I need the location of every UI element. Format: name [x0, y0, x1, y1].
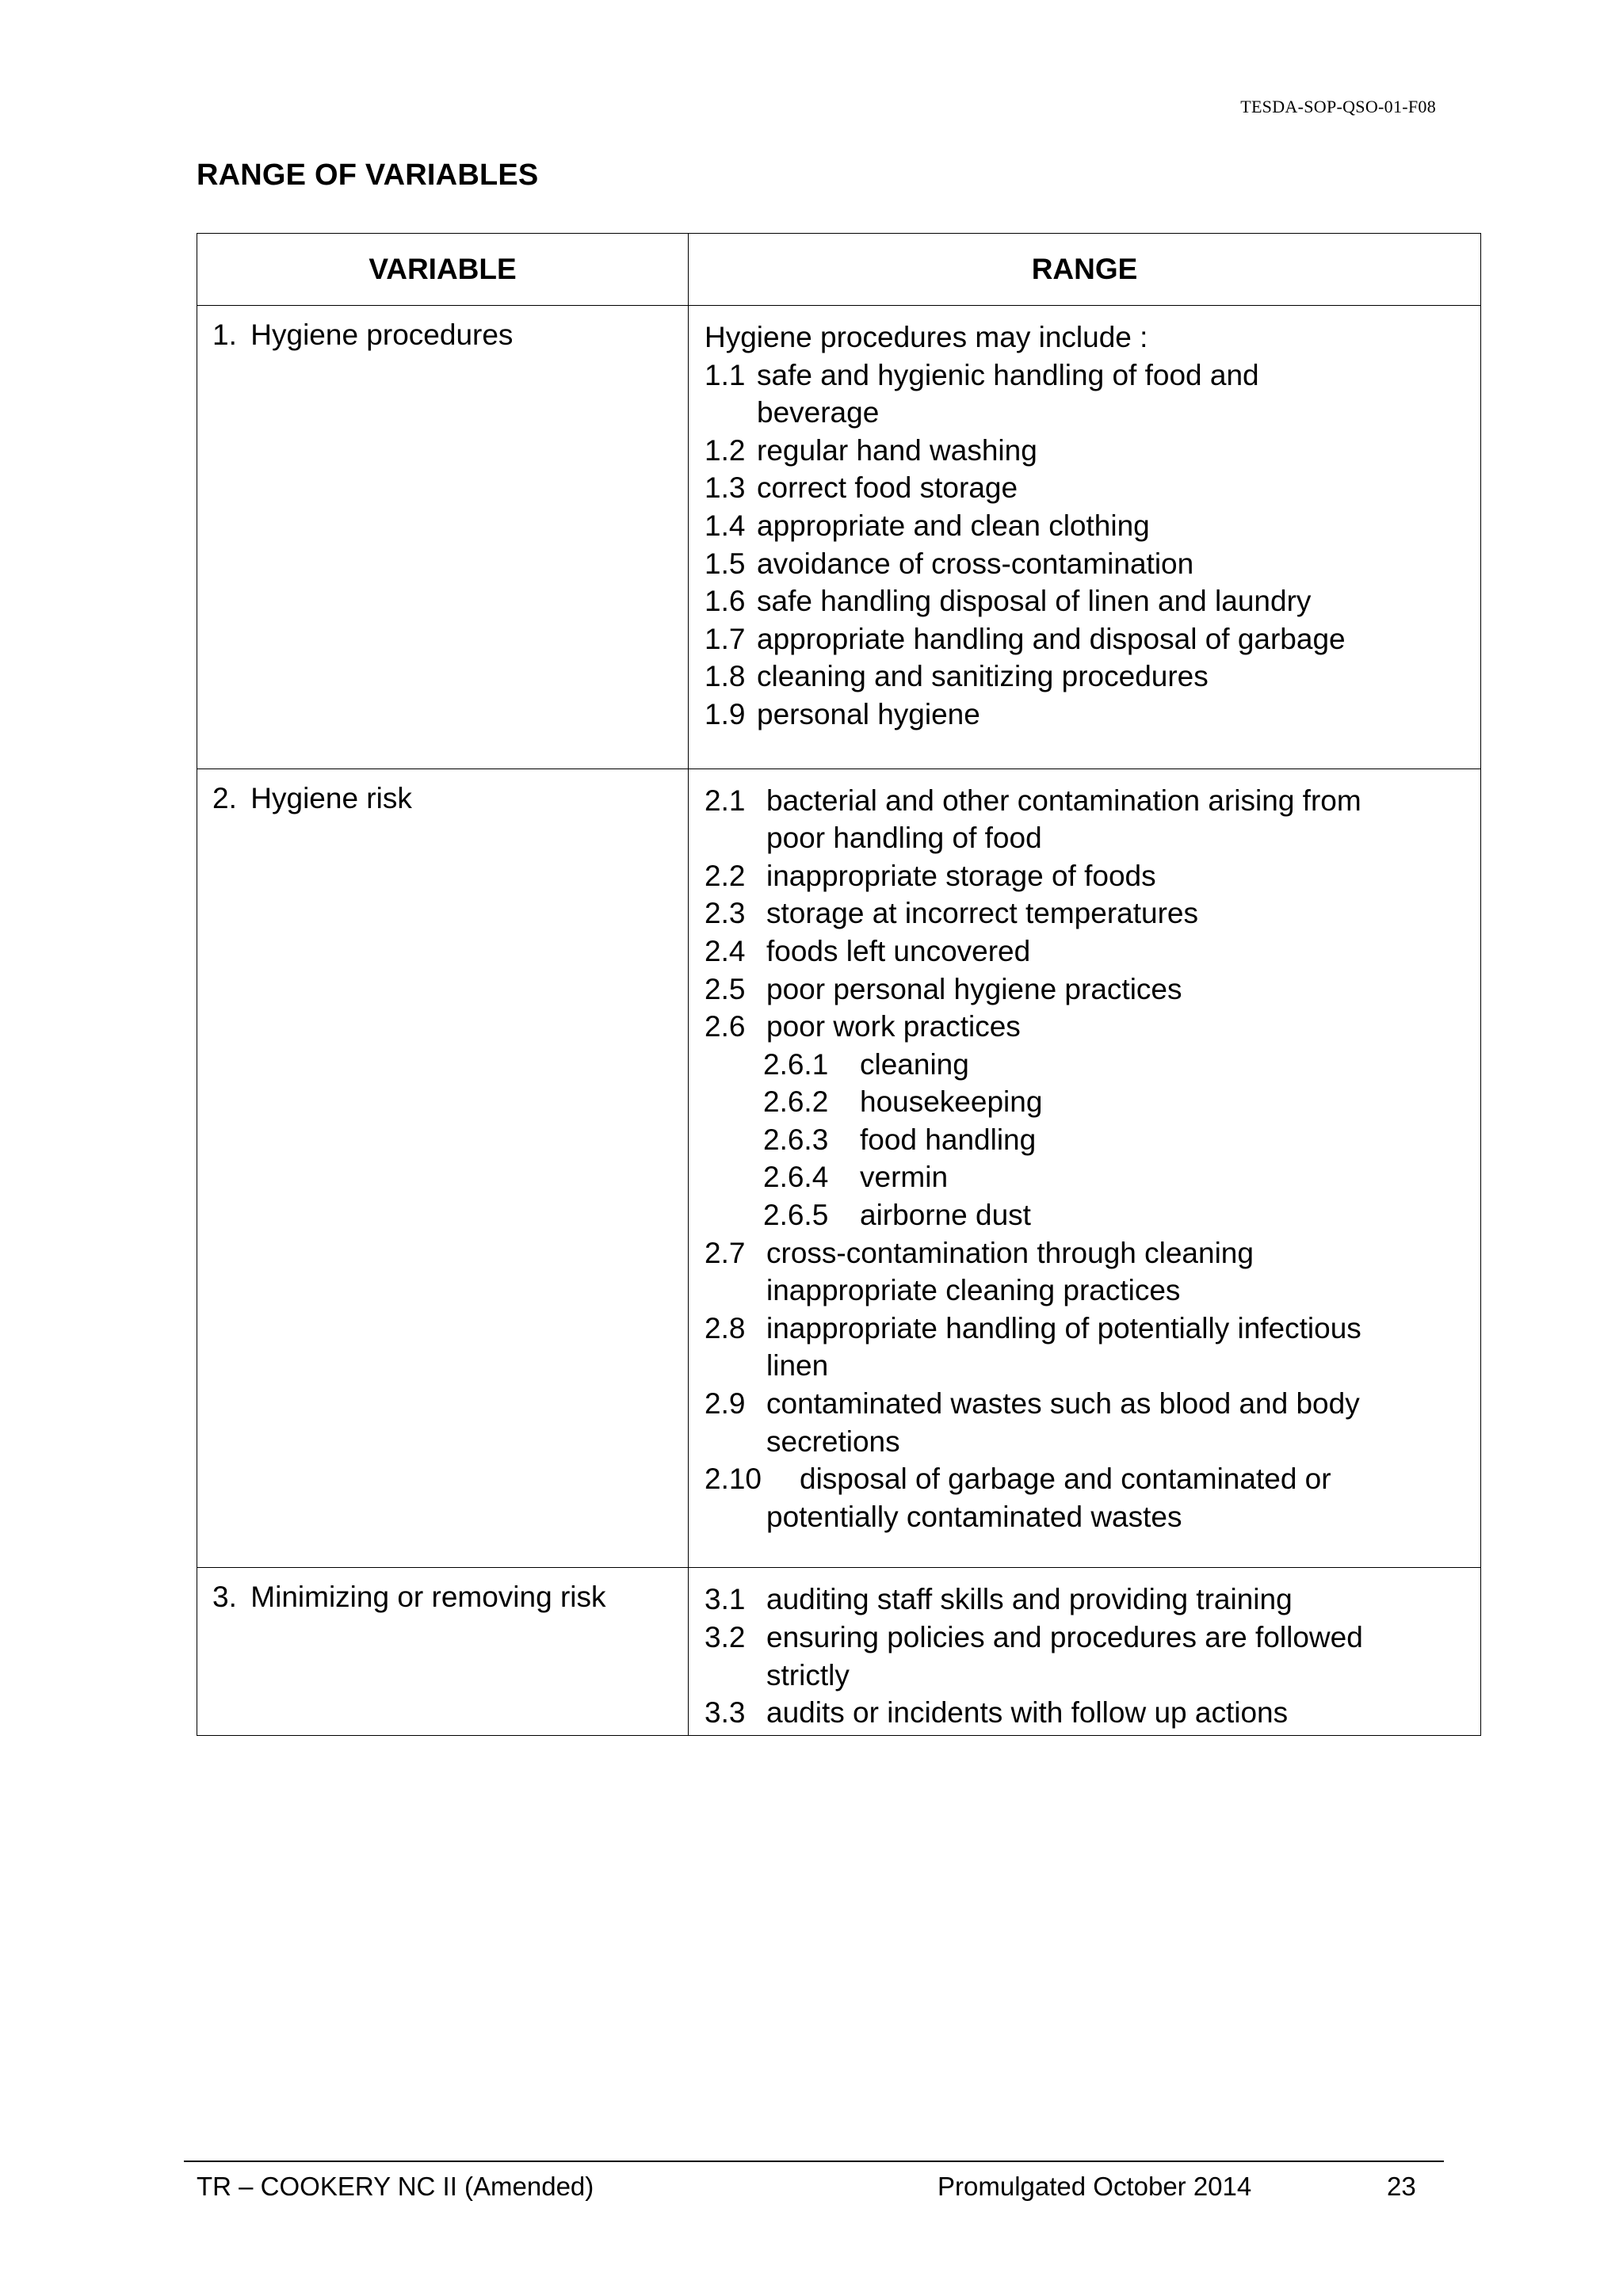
- range-cell: [689, 769, 1481, 1568]
- sub-list-item: 2.6.1 cleaning: [763, 1047, 969, 1081]
- sub-list-item: 2.6.3 food handling: [763, 1123, 1037, 1156]
- variable-number: 1.: [212, 318, 237, 351]
- list-item: 1.7 appropriate handling and disposal of garbage: [705, 622, 1346, 655]
- range-cell: [689, 306, 1481, 769]
- range-of-variables-table: [197, 233, 1481, 1736]
- variable-cell: [197, 1568, 689, 1735]
- list-item: 2.7 cross-contamination through cleaning: [705, 1236, 1254, 1269]
- list-item: 1.9 personal hygiene: [705, 697, 980, 730]
- list-item: 2.8 inappropriate handling of potentially infectious: [705, 1311, 1361, 1344]
- list-item: 2.6 poor work practices: [705, 1010, 1021, 1043]
- list-item-continuation: beverage: [757, 396, 880, 429]
- list-item: 1.5 avoidance of cross-contamination: [705, 547, 1194, 580]
- list-item: 1.1 safe and hygienic handling of food and: [705, 358, 1259, 391]
- list-item: 3.2 ensuring policies and procedures are followed: [705, 1621, 1363, 1653]
- sub-list-item: 2.6.5 airborne dust: [763, 1199, 1031, 1232]
- list-item-continuation: inappropriate cleaning practices: [766, 1274, 1181, 1307]
- variable-number: 3.: [212, 1581, 237, 1614]
- table-row: [197, 769, 1481, 1568]
- variable-cell: [197, 306, 689, 769]
- list-item: 1.2 regular hand washing: [705, 433, 1037, 467]
- list-item: 2.1 bacterial and other contamination arising from: [705, 784, 1361, 817]
- list-item-continuation: potentially contaminated wastes: [766, 1500, 1182, 1533]
- list-item-continuation: linen: [766, 1349, 829, 1383]
- table-row: [197, 1568, 1481, 1735]
- footer-document-title: TR – COOKERY NC II (Amended): [197, 2172, 594, 2201]
- list-item-continuation: strictly: [766, 1658, 850, 1691]
- column-header-range: RANGE: [689, 234, 1481, 306]
- range-cell: [689, 1568, 1481, 1735]
- list-item: 1.8 cleaning and sanitizing procedures: [705, 660, 1209, 693]
- sub-list-item: 2.6.4 vermin: [763, 1161, 949, 1194]
- variable-label: Minimizing or removing risk: [250, 1581, 606, 1614]
- variable-label: Hygiene risk: [250, 781, 412, 814]
- sub-list-item: 2.6.2 housekeeping: [763, 1085, 1043, 1119]
- list-item: 2.5 poor personal hygiene practices: [705, 972, 1182, 1005]
- list-item: 2.4 foods left uncovered: [705, 934, 1031, 967]
- page-number: 23: [1387, 2172, 1416, 2201]
- list-item-continuation: poor handling of food: [766, 822, 1042, 855]
- list-item: 1.4 appropriate and clean clothing: [705, 509, 1150, 542]
- section-title: RANGE OF VARIABLES: [197, 158, 539, 192]
- table-row: [197, 306, 1481, 769]
- footer-promulgation-date: Promulgated October 2014: [938, 2172, 1252, 2201]
- list-item: 2.10 disposal of garbage and contaminated or: [705, 1463, 1331, 1496]
- list-item: 1.6 safe handling disposal of linen and laundry: [705, 585, 1312, 618]
- variable-label: Hygiene procedures: [250, 318, 514, 351]
- column-header-variable: VARIABLE: [197, 234, 689, 306]
- list-item: 3.1 auditing staff skills and providing training: [705, 1583, 1293, 1616]
- list-item: 2.3 storage at incorrect temperatures: [705, 897, 1198, 930]
- list-item: 1.3 correct food storage: [705, 471, 1018, 505]
- footer-divider: [184, 2161, 1444, 2162]
- list-item: 2.9 contaminated wastes such as blood and body: [705, 1387, 1360, 1421]
- variable-cell: [197, 769, 689, 1568]
- list-item: 3.3 audits or incidents with follow up actions: [705, 1696, 1289, 1730]
- list-item-continuation: secretions: [766, 1425, 900, 1458]
- variable-number: 2.: [212, 781, 237, 814]
- range-intro: Hygiene procedures may include :: [705, 321, 1148, 353]
- document-code: TESDA-SOP-QSO-01-F08: [1240, 97, 1436, 116]
- table-header-row: [197, 234, 1481, 306]
- list-item: 2.2 inappropriate storage of foods: [705, 859, 1156, 892]
